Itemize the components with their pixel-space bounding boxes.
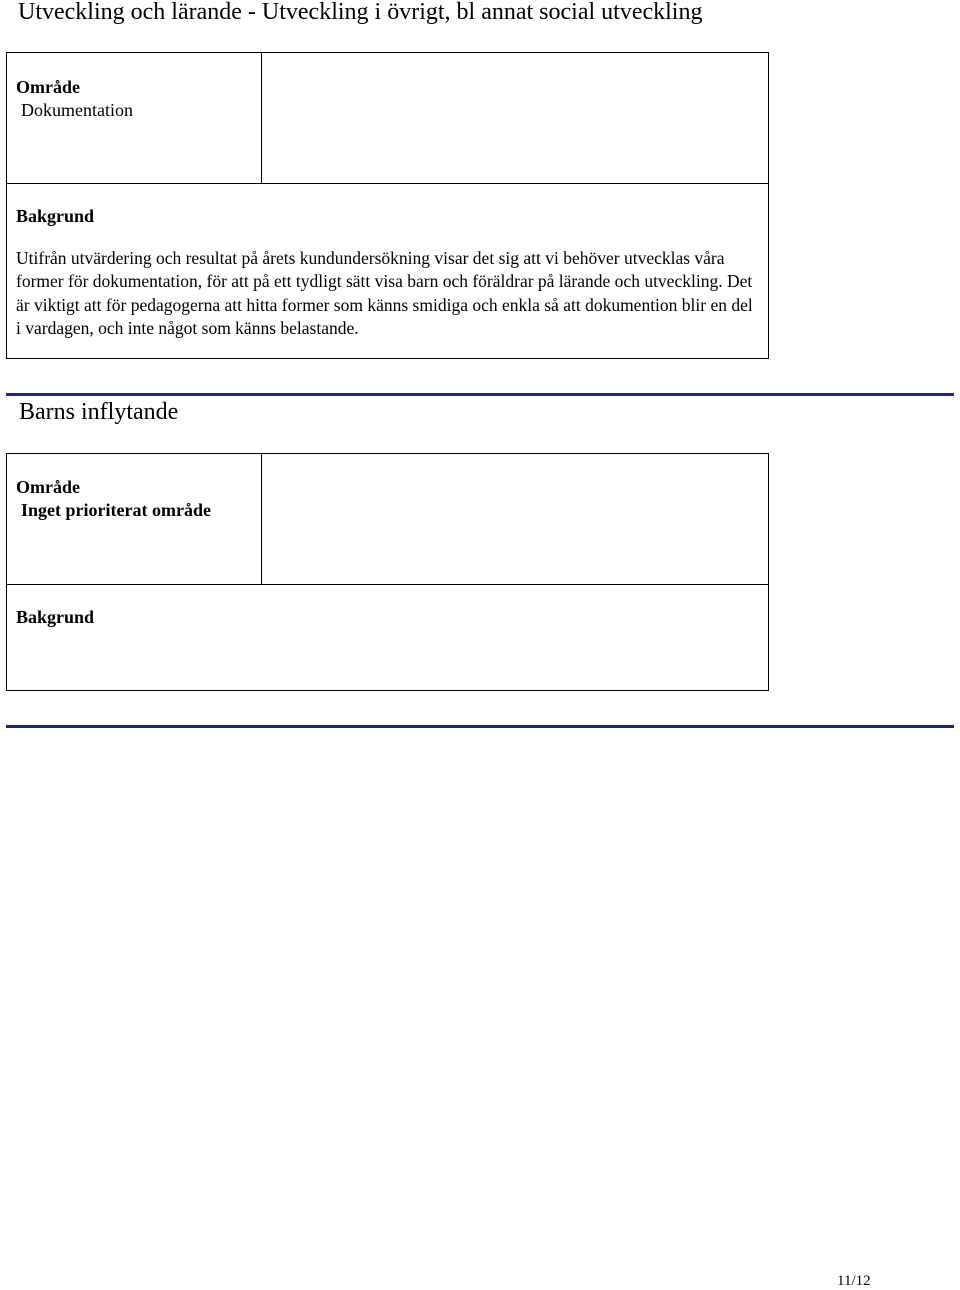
area-label: Område [16, 477, 80, 497]
area-label: Område [16, 77, 80, 97]
barns-inflytande-box [6, 453, 769, 691]
dokumentation-box [6, 52, 769, 359]
area-value: Inget prioriterat område [21, 500, 211, 520]
background-label: Bakgrund [16, 607, 95, 627]
background-text: Utifrån utvärdering och resultat på årets kundundersökning visar det sig att vi behöver utvecklas våra former för dokumentation, för att på ett tydligt sätt visa barn och föräldrar på lärande och utveckling. Det är viktigt att för pedagogerna att hitta former som känns smidiga och enkla så att dokumention blir en del i vardagen, och inte något som känns belastande. [16, 248, 753, 339]
section-title-barns-inflytande: Barns inflytande [19, 399, 179, 425]
area-cell [7, 454, 262, 584]
area-value: Dokumentation [21, 100, 133, 120]
section-rule [6, 393, 954, 396]
area-row [7, 53, 768, 184]
page-heading: Utveckling och lärande - Utveckling i övrigt, bl annat social utveckling [18, 0, 703, 25]
section-rule [6, 725, 954, 728]
area-row [7, 454, 768, 585]
page-number: 11/12 [837, 1273, 871, 1289]
background-label: Bakgrund [16, 206, 95, 226]
area-cell [7, 53, 262, 183]
